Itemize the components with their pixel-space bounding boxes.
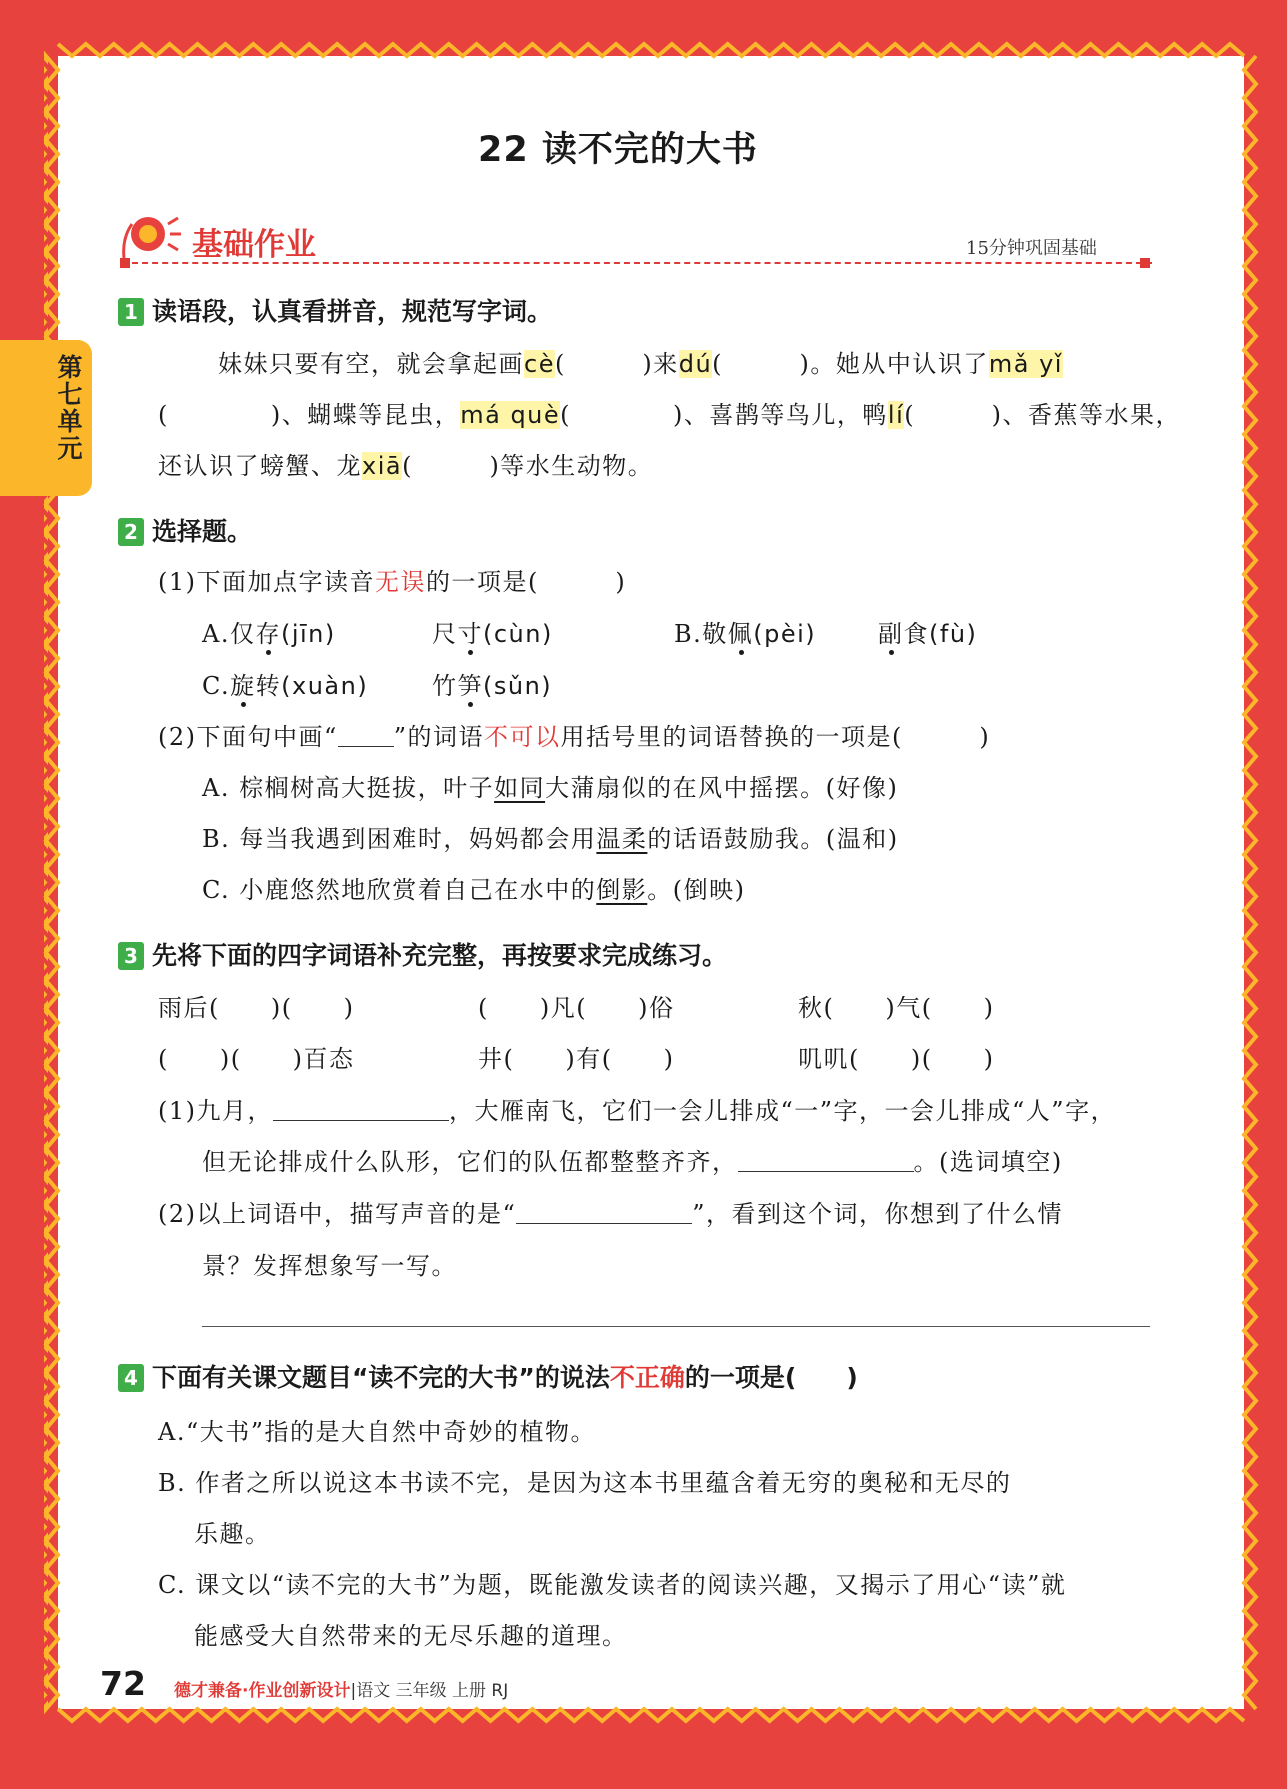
q3-sub1-line1: (1)九月， ，大雁南飞，它们一会儿排成“一”字，一会儿排成“人”字， — [158, 1097, 1117, 1125]
pinyin-ce: cè — [524, 350, 555, 378]
footer — [174, 1676, 508, 1701]
unit-tab-label: 第七单元 — [54, 354, 83, 462]
pinyin-li: lí — [887, 401, 905, 429]
lesson-title: 22 读不完的大书 — [478, 130, 758, 170]
q4-option-b-line1: B. 作者之所以说这本书读不完，是因为这本书里蕴含着无穷的奥秘和无尽的 — [158, 1469, 1012, 1497]
q3-word-3: 秋( )气( ) — [798, 994, 995, 1022]
q3-word-4: ( )( )百态 — [158, 1045, 355, 1073]
section-title: 基础作业 — [192, 227, 316, 263]
q4-option-b-line2: 乐趣。 — [194, 1520, 271, 1548]
q1-number: 1 — [118, 298, 144, 326]
section-divider — [122, 262, 1152, 264]
q2-option-c2: 竹笋(sǔn) — [432, 672, 553, 700]
q3-sub2-line2: 景？发挥想象写一写。 — [202, 1252, 457, 1280]
q2-option-b: B.敬佩(pèi) — [674, 620, 817, 648]
q2-option-c: C.旋转(xuàn) — [202, 672, 369, 700]
q1-stem — [118, 292, 552, 328]
q4-stem: 4 下面有关课文题目“读不完的大书”的说法不正确的一项是( ) — [118, 1358, 858, 1394]
divider-end-right — [1140, 258, 1150, 268]
q2-sub1: (1)下面加点字读音无误的一项是( ) — [158, 568, 627, 596]
q4-option-c-line1: C. 课文以“读不完的大书”为题，既能激发读者的阅读兴趣，又揭示了用心“读”就 — [158, 1571, 1067, 1599]
q1-stem-text: 读语段，认真看拼音，规范写字词。 — [152, 297, 553, 326]
q3-stem: 3 先将下面的四字词语补充完整，再按要求完成练习。 — [118, 936, 727, 972]
q2-sub2-c: C. 小鹿悠然地欣赏着自己在水中的倒影。(倒映) — [202, 876, 746, 904]
q4-option-a: A.“大书”指的是大自然中奇妙的植物。 — [158, 1418, 596, 1446]
section-subtitle: 15分钟巩固基础 — [966, 238, 1097, 259]
q3-word-2: ( )凡( )俗 — [478, 994, 675, 1022]
divider-end-left — [120, 258, 130, 268]
q2-sub2-a: A. 棕榈树高大挺拔，叶子如同大蒲扇似的在风中摇摆。(好像) — [202, 774, 899, 802]
q1-line-2: ( )、蝴蝶等昆虫，má què( )、喜鹊等鸟儿，鸭lí( )、香蕉等水果， — [158, 401, 1181, 429]
q3-word-5: 井( )有( ) — [478, 1045, 675, 1073]
q1-line-3: 还认识了螃蟹、龙xiā( )等水生动物。 — [158, 452, 654, 480]
q3-number: 3 — [118, 942, 144, 970]
q3-word-6: 叽叽( )( ) — [798, 1045, 995, 1073]
pinyin-xia: xiā — [362, 452, 403, 480]
q2-option-a: A.仅存(jīn) — [202, 620, 336, 648]
lightbulb-icon — [118, 208, 184, 262]
q2-stem: 2 选择题。 — [118, 512, 252, 548]
q1-line-1: 妹妹只要有空，就会拿起画cè( )来dú( )。她从中认识了mǎ yǐ — [218, 350, 1063, 378]
pinyin-mayi: mǎ yǐ — [988, 350, 1063, 378]
footer-info: |语文 三年级 上册 RJ — [350, 1681, 509, 1701]
answer-line — [202, 1326, 1150, 1327]
page-number: 72 — [100, 1664, 146, 1703]
q4-option-c-line2: 能感受大自然带来的无尽乐趣的道理。 — [194, 1622, 628, 1650]
q2-option-a2: 尺寸(cùn) — [432, 620, 553, 648]
q2-number: 2 — [118, 518, 144, 546]
q3-sub2-line1: (2)以上词语中，描写声音的是“ ”，看到这个词，你想到了什么情 — [158, 1200, 1064, 1228]
unit-tab — [0, 340, 92, 496]
pinyin-du: dú — [678, 350, 713, 378]
footer-brand: 德才兼备·作业创新设计 — [174, 1681, 351, 1701]
q4-number: 4 — [118, 1364, 144, 1392]
q2-sub2-b: B. 每当我遇到困难时，妈妈都会用温柔的话语鼓励我。(温和) — [202, 825, 899, 853]
q2-sub2: (2)下面句中画“ ”的词语不可以用括号里的词语替换的一项是( ) — [158, 723, 991, 751]
q3-sub1-line2: 但无论排成什么队形，它们的队伍都整整齐齐， 。(选词填空) — [202, 1148, 1063, 1176]
q2-option-b2: 副食(fù) — [878, 620, 978, 648]
q3-word-1: 雨后( )( ) — [158, 994, 355, 1022]
pinyin-maque: má què — [460, 401, 561, 429]
